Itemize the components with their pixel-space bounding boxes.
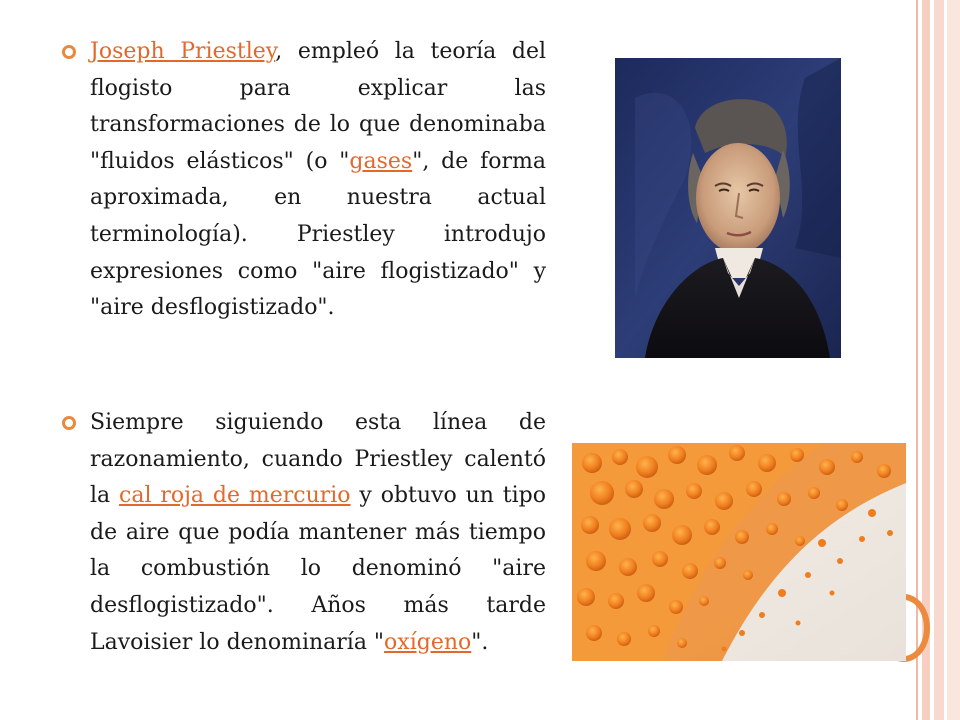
- link-cal-roja-de-mercurio[interactable]: cal roja de mercurio: [119, 483, 351, 509]
- text-run: , empleó la teoría del flogisto para explicar las transformaciones de lo que denominaba "fluidos elásticos" (o ": [90, 39, 547, 174]
- text-run: y obtuvo un tipo de aire que podía mantener más tiempo la combustión lo denominó "aire desflogistizado". Años más tarde Lavoisier lo denominaría ": [90, 483, 546, 655]
- bullet-text: [90, 34, 546, 327]
- bullet-text: [90, 405, 546, 661]
- ring-bullet-icon: [60, 414, 78, 432]
- link-oxigeno[interactable]: oxígeno: [384, 629, 472, 655]
- text-run: ", de forma aproximada, en nuestra actual terminología). Priestley introdujo expresiones como "aire flogistizado" y "aire desflogistizado".: [90, 148, 546, 321]
- text-run: Siempre siguiendo esta línea de razonamiento, cuando Priestley calentó la: [90, 410, 546, 509]
- link-gases[interactable]: gases: [349, 148, 413, 174]
- ring-bullet-icon: [60, 43, 78, 61]
- portrait-image: [615, 58, 841, 358]
- mercury-oxide-powder-image: [572, 443, 906, 661]
- border-stripe: [947, 0, 960, 720]
- link-joseph-priestley[interactable]: Joseph Priestley: [90, 39, 276, 64]
- text-run: ".: [471, 629, 489, 655]
- border-stripe: [934, 0, 944, 720]
